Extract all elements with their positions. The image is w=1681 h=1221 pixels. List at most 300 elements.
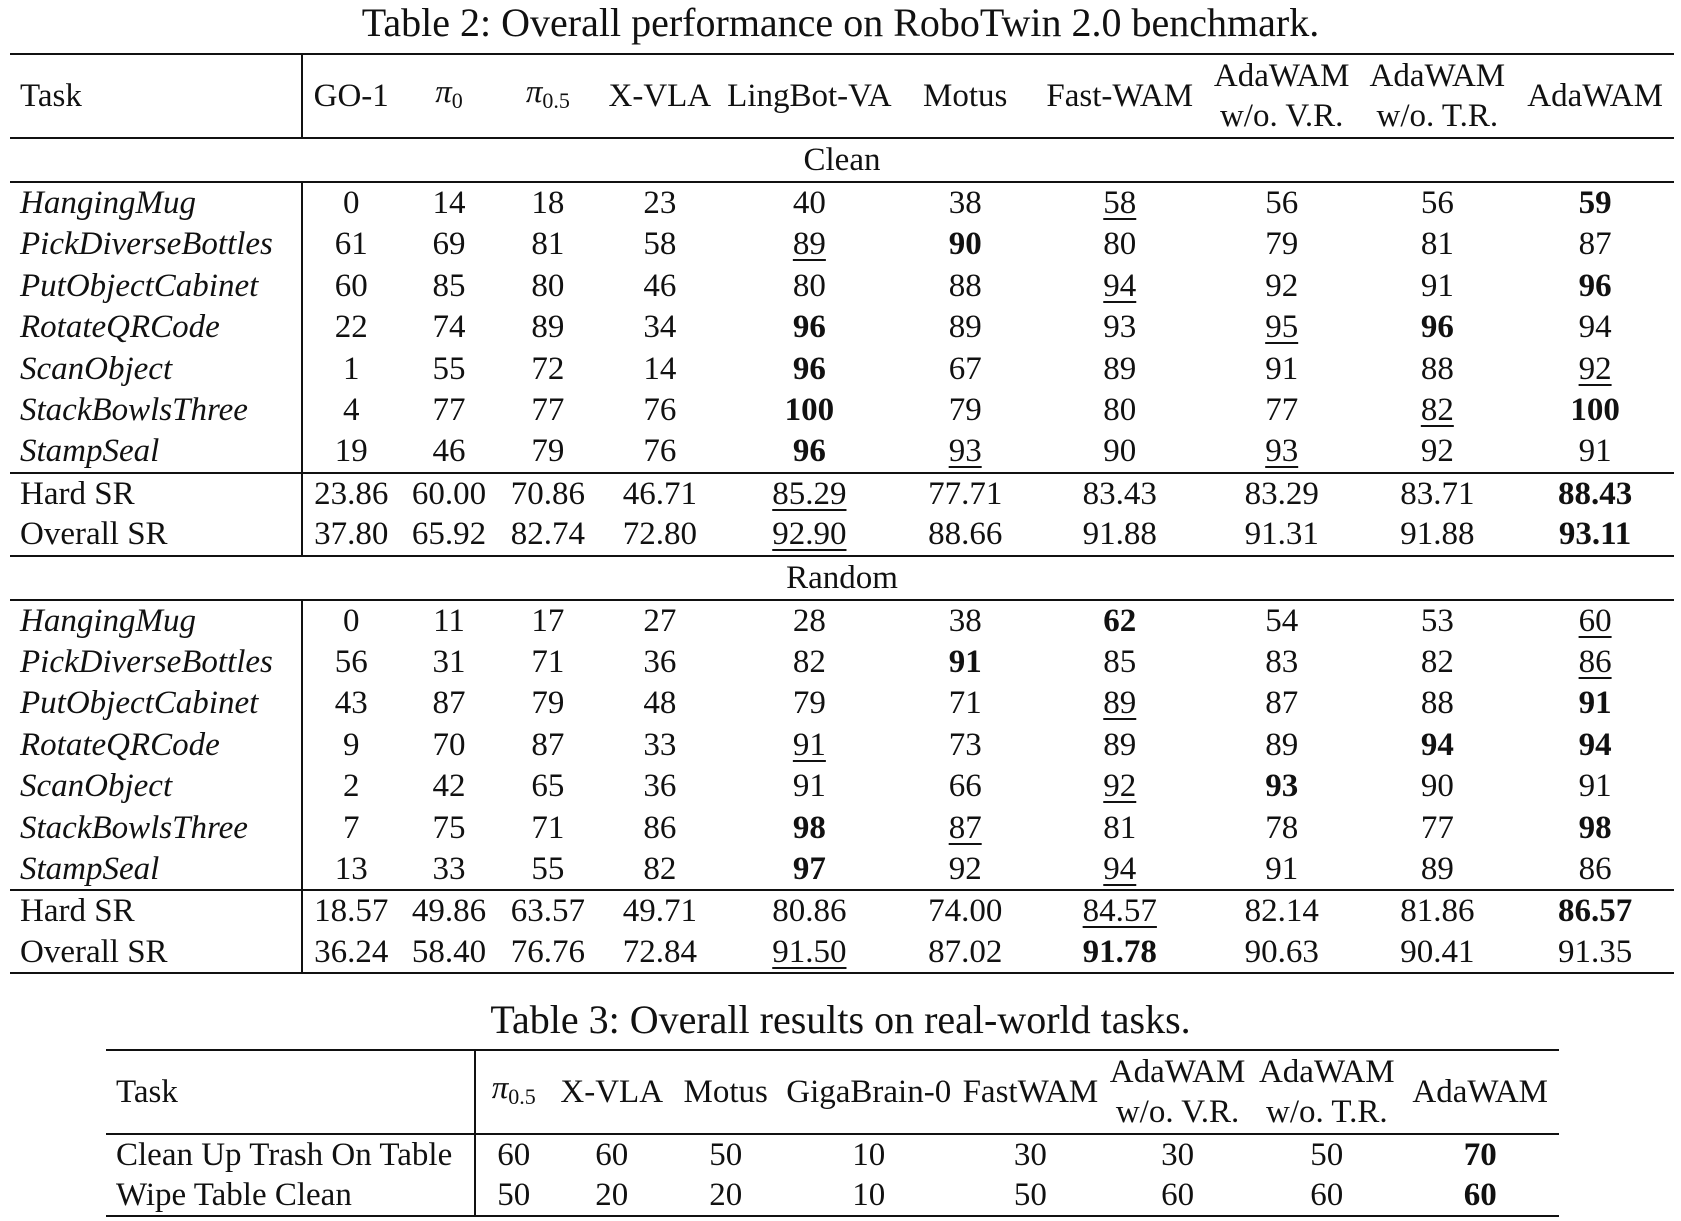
table-cell bbox=[302, 348, 399, 390]
cell-value: 83.29 bbox=[1244, 475, 1319, 512]
section-label: Clean bbox=[10, 138, 1674, 182]
table-cell bbox=[1205, 431, 1359, 473]
table-cell bbox=[1205, 182, 1359, 224]
table-cell bbox=[1358, 849, 1516, 891]
cell-value: 13 bbox=[334, 850, 368, 887]
table-cell bbox=[1035, 849, 1205, 891]
cell-value: 43 bbox=[334, 685, 368, 722]
table-cell bbox=[896, 265, 1035, 307]
cell-value: 36 bbox=[643, 643, 677, 680]
table-cell bbox=[597, 307, 723, 349]
cell-value: 80 bbox=[531, 267, 565, 304]
table-cell bbox=[399, 473, 499, 515]
cell-value: 90.63 bbox=[1244, 933, 1319, 970]
cell-value: 80 bbox=[1103, 392, 1137, 429]
cell-value: 71 bbox=[948, 685, 982, 722]
table-cell bbox=[499, 431, 597, 473]
table-cell bbox=[672, 1175, 780, 1216]
table-cell bbox=[597, 807, 723, 849]
table-cell bbox=[896, 724, 1035, 766]
row-task-label: HangingMug bbox=[10, 600, 302, 642]
table-row bbox=[10, 182, 1674, 224]
table-cell bbox=[1516, 307, 1674, 349]
cell-value: 9 bbox=[342, 726, 360, 763]
table-cell bbox=[1401, 1134, 1559, 1175]
cell-value: 19 bbox=[334, 433, 368, 470]
cell-value: 91 bbox=[948, 643, 982, 680]
table-cell bbox=[499, 265, 597, 307]
table-cell bbox=[1205, 683, 1359, 725]
cell-value: 98 bbox=[792, 809, 826, 846]
cell-value: 49.71 bbox=[622, 893, 697, 930]
table-cell bbox=[1035, 641, 1205, 683]
row-task-label: Overall SR bbox=[10, 932, 302, 974]
cell-value: 91.78 bbox=[1082, 933, 1157, 970]
cell-value: 11 bbox=[433, 602, 465, 639]
table-cell bbox=[1516, 724, 1674, 766]
table-cell bbox=[896, 890, 1035, 932]
cell-value: 54 bbox=[1265, 602, 1299, 639]
table-cell bbox=[1358, 807, 1516, 849]
row-task-label: Clean Up Trash On Table bbox=[106, 1134, 475, 1175]
table-cell bbox=[1035, 890, 1205, 932]
table-cell bbox=[1205, 807, 1359, 849]
table-cell bbox=[499, 766, 597, 808]
table-cell bbox=[302, 265, 399, 307]
table-cell bbox=[1516, 641, 1674, 683]
cell-value: 38 bbox=[948, 185, 982, 222]
table-row bbox=[10, 849, 1674, 891]
cell-value: 50 bbox=[497, 1177, 531, 1213]
column-header-line2: w/o. T.R. bbox=[1376, 98, 1499, 134]
table-row bbox=[10, 600, 1674, 642]
table-cell bbox=[302, 890, 399, 932]
table-cell bbox=[1516, 348, 1674, 390]
table-cell bbox=[1035, 683, 1205, 725]
cell-value: 69 bbox=[432, 226, 466, 263]
table-row bbox=[10, 890, 1674, 932]
table-cell bbox=[1205, 514, 1359, 556]
cell-value: 74 bbox=[432, 309, 466, 346]
pi-label bbox=[491, 1069, 536, 1109]
cell-value: 96 bbox=[792, 350, 826, 387]
row-task-label: Hard SR bbox=[10, 473, 302, 515]
cell-value: 87 bbox=[948, 809, 982, 846]
cell-value: 89 bbox=[1103, 726, 1137, 763]
table3-header-row bbox=[106, 1050, 1559, 1134]
cell-value: 48 bbox=[643, 685, 677, 722]
cell-value: 60 bbox=[334, 267, 368, 304]
cell-value: 80.86 bbox=[772, 893, 847, 930]
cell-value: 28 bbox=[792, 602, 826, 639]
table-cell bbox=[552, 1134, 672, 1175]
column-header-line1: GO-1 bbox=[313, 78, 389, 114]
table-cell bbox=[896, 431, 1035, 473]
table-cell bbox=[499, 224, 597, 266]
pi-subscript: 0.5 bbox=[508, 1083, 536, 1109]
cell-value: 42 bbox=[432, 768, 466, 805]
table-cell bbox=[499, 641, 597, 683]
pi-glyph: π bbox=[525, 73, 543, 110]
cell-value: 80 bbox=[792, 267, 826, 304]
cell-value: 18.57 bbox=[314, 893, 389, 930]
cell-value: 96 bbox=[792, 309, 826, 346]
column-header-line2: w/o. T.R. bbox=[1265, 1094, 1388, 1130]
section-label: Random bbox=[10, 556, 1674, 600]
section-header-row bbox=[10, 138, 1674, 182]
table-cell bbox=[1358, 890, 1516, 932]
column-header bbox=[723, 54, 896, 138]
column-header-task: Task bbox=[106, 1050, 475, 1134]
table-cell bbox=[1516, 265, 1674, 307]
row-task-label: HangingMug bbox=[10, 182, 302, 224]
cell-value: 88 bbox=[1420, 685, 1454, 722]
cell-value: 80 bbox=[1103, 226, 1137, 263]
row-task-label: PutObjectCabinet bbox=[10, 265, 302, 307]
cell-value: 96 bbox=[1578, 267, 1612, 304]
column-header-line1: AdaWAM bbox=[1213, 58, 1350, 94]
cell-value: 84.57 bbox=[1082, 893, 1157, 930]
table-cell bbox=[1358, 390, 1516, 432]
cell-value: 91 bbox=[792, 768, 826, 805]
cell-value: 82.14 bbox=[1244, 893, 1319, 930]
cell-value: 81 bbox=[531, 226, 565, 263]
cell-value: 87 bbox=[1265, 685, 1299, 722]
column-header bbox=[1103, 1050, 1252, 1134]
table-cell bbox=[723, 390, 896, 432]
table-cell bbox=[302, 932, 399, 974]
table-cell bbox=[302, 182, 399, 224]
pi-subscript: 0.5 bbox=[542, 87, 570, 113]
row-task-label: ScanObject bbox=[10, 766, 302, 808]
table-cell bbox=[1205, 766, 1359, 808]
table-cell bbox=[1358, 641, 1516, 683]
table-cell bbox=[1516, 683, 1674, 725]
column-header-line1: X-VLA bbox=[608, 78, 712, 114]
cell-value: 17 bbox=[531, 602, 565, 639]
cell-value: 53 bbox=[1420, 602, 1454, 639]
cell-value: 10 bbox=[852, 1137, 886, 1173]
cell-value: 98 bbox=[1578, 809, 1612, 846]
table-cell bbox=[597, 431, 723, 473]
cell-value: 93 bbox=[1265, 433, 1299, 470]
pi-subscript: 0 bbox=[451, 87, 463, 113]
table-row bbox=[10, 932, 1674, 974]
table-cell bbox=[1205, 932, 1359, 974]
table-cell bbox=[1401, 1175, 1559, 1216]
pi-label bbox=[435, 73, 463, 113]
table-cell bbox=[499, 932, 597, 974]
cell-value: 91 bbox=[1265, 850, 1299, 887]
table-cell bbox=[896, 766, 1035, 808]
table-cell bbox=[1358, 431, 1516, 473]
cell-value: 70 bbox=[432, 726, 466, 763]
table-row bbox=[10, 807, 1674, 849]
table-row bbox=[10, 514, 1674, 556]
cell-value: 91.35 bbox=[1557, 933, 1633, 970]
cell-value: 76 bbox=[643, 433, 677, 470]
table-row bbox=[10, 766, 1674, 808]
cell-value: 96 bbox=[1420, 309, 1454, 346]
table-cell bbox=[399, 348, 499, 390]
column-header bbox=[1035, 54, 1205, 138]
table-cell bbox=[399, 849, 499, 891]
table-cell bbox=[780, 1175, 958, 1216]
cell-value: 81.86 bbox=[1400, 893, 1475, 930]
table-cell bbox=[723, 348, 896, 390]
cell-value: 92 bbox=[1265, 267, 1299, 304]
table-cell bbox=[1035, 514, 1205, 556]
cell-value: 94 bbox=[1103, 850, 1137, 887]
table-cell bbox=[399, 890, 499, 932]
table-cell bbox=[1205, 348, 1359, 390]
table-row bbox=[10, 224, 1674, 266]
cell-value: 60 bbox=[497, 1137, 531, 1173]
table-cell bbox=[597, 600, 723, 642]
table-cell bbox=[1035, 431, 1205, 473]
pi-glyph: π bbox=[435, 73, 452, 110]
cell-value: 65 bbox=[531, 768, 565, 805]
cell-value: 46.71 bbox=[622, 475, 697, 512]
table-cell bbox=[597, 890, 723, 932]
table-cell bbox=[1205, 307, 1359, 349]
section-header-row bbox=[10, 556, 1674, 600]
cell-value: 55 bbox=[432, 350, 466, 387]
cell-value: 86.57 bbox=[1557, 893, 1633, 930]
cell-value: 56 bbox=[334, 643, 368, 680]
table-cell bbox=[723, 683, 896, 725]
table-cell bbox=[1205, 473, 1359, 515]
table-cell bbox=[399, 390, 499, 432]
table-cell bbox=[896, 641, 1035, 683]
cell-value: 100 bbox=[1570, 392, 1620, 429]
cell-value: 79 bbox=[792, 685, 826, 722]
cell-value: 92 bbox=[1420, 433, 1454, 470]
table-cell bbox=[1358, 348, 1516, 390]
table-cell bbox=[597, 849, 723, 891]
table-row bbox=[106, 1175, 1559, 1216]
row-task-label: Hard SR bbox=[10, 890, 302, 932]
cell-value: 23.86 bbox=[314, 475, 389, 512]
table-cell bbox=[672, 1134, 780, 1175]
table-cell bbox=[1516, 514, 1674, 556]
cell-value: 91.31 bbox=[1244, 516, 1319, 553]
table-cell bbox=[723, 473, 896, 515]
table-cell bbox=[723, 849, 896, 891]
cell-value: 86 bbox=[643, 809, 677, 846]
table-cell bbox=[499, 390, 597, 432]
table-cell bbox=[896, 600, 1035, 642]
table-cell bbox=[1035, 348, 1205, 390]
table-cell bbox=[958, 1134, 1103, 1175]
cell-value: 83.71 bbox=[1400, 475, 1475, 512]
table-cell bbox=[1035, 473, 1205, 515]
cell-value: 94 bbox=[1420, 726, 1454, 763]
pi-glyph: π bbox=[491, 1069, 509, 1106]
column-header-line1: AdaWAM bbox=[1109, 1054, 1246, 1090]
table3 bbox=[106, 1049, 1559, 1217]
table-cell bbox=[1035, 807, 1205, 849]
row-task-label: PickDiverseBottles bbox=[10, 641, 302, 683]
cell-value: 1 bbox=[342, 350, 360, 387]
table-cell bbox=[1103, 1175, 1252, 1216]
cell-value: 92 bbox=[948, 850, 982, 887]
table-cell bbox=[1358, 683, 1516, 725]
cell-value: 93 bbox=[948, 433, 982, 470]
cell-value: 77.71 bbox=[928, 475, 1003, 512]
cell-value: 85.29 bbox=[772, 475, 847, 512]
column-header bbox=[499, 54, 597, 138]
table-cell bbox=[302, 224, 399, 266]
column-header-line1: LingBot-VA bbox=[727, 78, 892, 114]
cell-value: 67 bbox=[948, 350, 982, 387]
cell-value: 59 bbox=[1578, 185, 1612, 222]
column-header-line1: AdaWAM bbox=[1527, 78, 1663, 114]
table-row bbox=[10, 348, 1674, 390]
table-row bbox=[10, 724, 1674, 766]
cell-value: 79 bbox=[948, 392, 982, 429]
cell-value: 71 bbox=[531, 809, 565, 846]
table-cell bbox=[399, 641, 499, 683]
column-header-line1: Motus bbox=[923, 78, 1008, 114]
cell-value: 91 bbox=[1420, 267, 1454, 304]
cell-value: 93 bbox=[1265, 768, 1299, 805]
cell-value: 89 bbox=[1103, 350, 1137, 387]
table-cell bbox=[723, 307, 896, 349]
cell-value: 89 bbox=[531, 309, 565, 346]
cell-value: 71 bbox=[531, 643, 565, 680]
cell-value: 63.57 bbox=[510, 893, 585, 930]
row-task-label: PickDiverseBottles bbox=[10, 224, 302, 266]
table-cell bbox=[896, 473, 1035, 515]
table-cell bbox=[1358, 307, 1516, 349]
column-header bbox=[896, 54, 1035, 138]
table-cell bbox=[1358, 224, 1516, 266]
cell-value: 82 bbox=[643, 850, 677, 887]
row-task-label: StackBowlsThree bbox=[10, 390, 302, 432]
table-cell bbox=[399, 600, 499, 642]
table-row bbox=[10, 683, 1674, 725]
column-header bbox=[552, 1050, 672, 1134]
cell-value: 36.24 bbox=[314, 933, 389, 970]
table-cell bbox=[780, 1134, 958, 1175]
table-cell bbox=[597, 473, 723, 515]
column-header bbox=[302, 54, 399, 138]
table-cell bbox=[399, 182, 499, 224]
table-cell bbox=[399, 224, 499, 266]
table-cell bbox=[1516, 766, 1674, 808]
table-cell bbox=[499, 348, 597, 390]
cell-value: 86 bbox=[1578, 850, 1612, 887]
table-cell bbox=[1035, 182, 1205, 224]
table-cell bbox=[1516, 390, 1674, 432]
cell-value: 89 bbox=[1103, 685, 1137, 722]
cell-value: 79 bbox=[1265, 226, 1299, 263]
table-cell bbox=[1358, 724, 1516, 766]
table-cell bbox=[499, 807, 597, 849]
cell-value: 60 bbox=[1463, 1177, 1497, 1213]
column-header-line2: w/o. V.R. bbox=[1115, 1094, 1240, 1130]
table-cell bbox=[723, 932, 896, 974]
table-cell bbox=[1516, 224, 1674, 266]
cell-value: 90.41 bbox=[1400, 933, 1475, 970]
table-cell bbox=[723, 182, 896, 224]
cell-value: 58.40 bbox=[411, 933, 487, 970]
table-cell bbox=[1358, 265, 1516, 307]
table-cell bbox=[399, 724, 499, 766]
cell-value: 58 bbox=[643, 226, 677, 263]
table-cell bbox=[1516, 807, 1674, 849]
cell-value: 56 bbox=[1420, 185, 1454, 222]
table-cell bbox=[896, 390, 1035, 432]
table-cell bbox=[1358, 932, 1516, 974]
cell-value: 55 bbox=[531, 850, 565, 887]
column-header bbox=[1516, 54, 1674, 138]
column-header bbox=[1252, 1050, 1401, 1134]
cell-value: 94 bbox=[1103, 267, 1137, 304]
table-cell bbox=[1205, 724, 1359, 766]
table-cell bbox=[499, 182, 597, 224]
cell-value: 89 bbox=[948, 309, 982, 346]
cell-value: 79 bbox=[531, 685, 565, 722]
table-cell bbox=[1035, 307, 1205, 349]
cell-value: 33 bbox=[643, 726, 677, 763]
table-cell bbox=[302, 600, 399, 642]
cell-value: 70.86 bbox=[510, 475, 585, 512]
cell-value: 37.80 bbox=[314, 516, 389, 553]
table-cell bbox=[896, 182, 1035, 224]
cell-value: 49.86 bbox=[411, 893, 487, 930]
cell-value: 14 bbox=[432, 185, 466, 222]
cell-value: 88.66 bbox=[928, 516, 1003, 553]
table-cell bbox=[1205, 890, 1359, 932]
table-cell bbox=[1358, 514, 1516, 556]
row-task-label: RotateQRCode bbox=[10, 307, 302, 349]
table-cell bbox=[1035, 265, 1205, 307]
table-cell bbox=[597, 724, 723, 766]
cell-value: 60 bbox=[1578, 602, 1612, 639]
table-cell bbox=[399, 932, 499, 974]
table-cell bbox=[723, 514, 896, 556]
table-cell bbox=[499, 514, 597, 556]
cell-value: 38 bbox=[948, 602, 982, 639]
table-cell bbox=[1035, 932, 1205, 974]
table-cell bbox=[1358, 473, 1516, 515]
table-cell bbox=[723, 724, 896, 766]
column-header bbox=[1205, 54, 1359, 138]
cell-value: 72.80 bbox=[622, 516, 697, 553]
cell-value: 83.43 bbox=[1082, 475, 1157, 512]
cell-value: 40 bbox=[792, 185, 826, 222]
table-row bbox=[10, 641, 1674, 683]
cell-value: 72.84 bbox=[622, 933, 697, 970]
cell-value: 46 bbox=[432, 433, 466, 470]
cell-value: 90 bbox=[948, 226, 982, 263]
cell-value: 89 bbox=[792, 226, 826, 263]
table-cell bbox=[597, 390, 723, 432]
table-cell bbox=[475, 1134, 552, 1175]
cell-value: 87 bbox=[1578, 226, 1612, 263]
table-row bbox=[10, 265, 1674, 307]
cell-value: 92 bbox=[1103, 768, 1137, 805]
cell-value: 74.00 bbox=[928, 893, 1003, 930]
column-header bbox=[672, 1050, 780, 1134]
cell-value: 82 bbox=[1420, 392, 1454, 429]
table-cell bbox=[896, 807, 1035, 849]
cell-value: 31 bbox=[432, 643, 466, 680]
cell-value: 90 bbox=[1103, 433, 1137, 470]
table-row bbox=[10, 390, 1674, 432]
